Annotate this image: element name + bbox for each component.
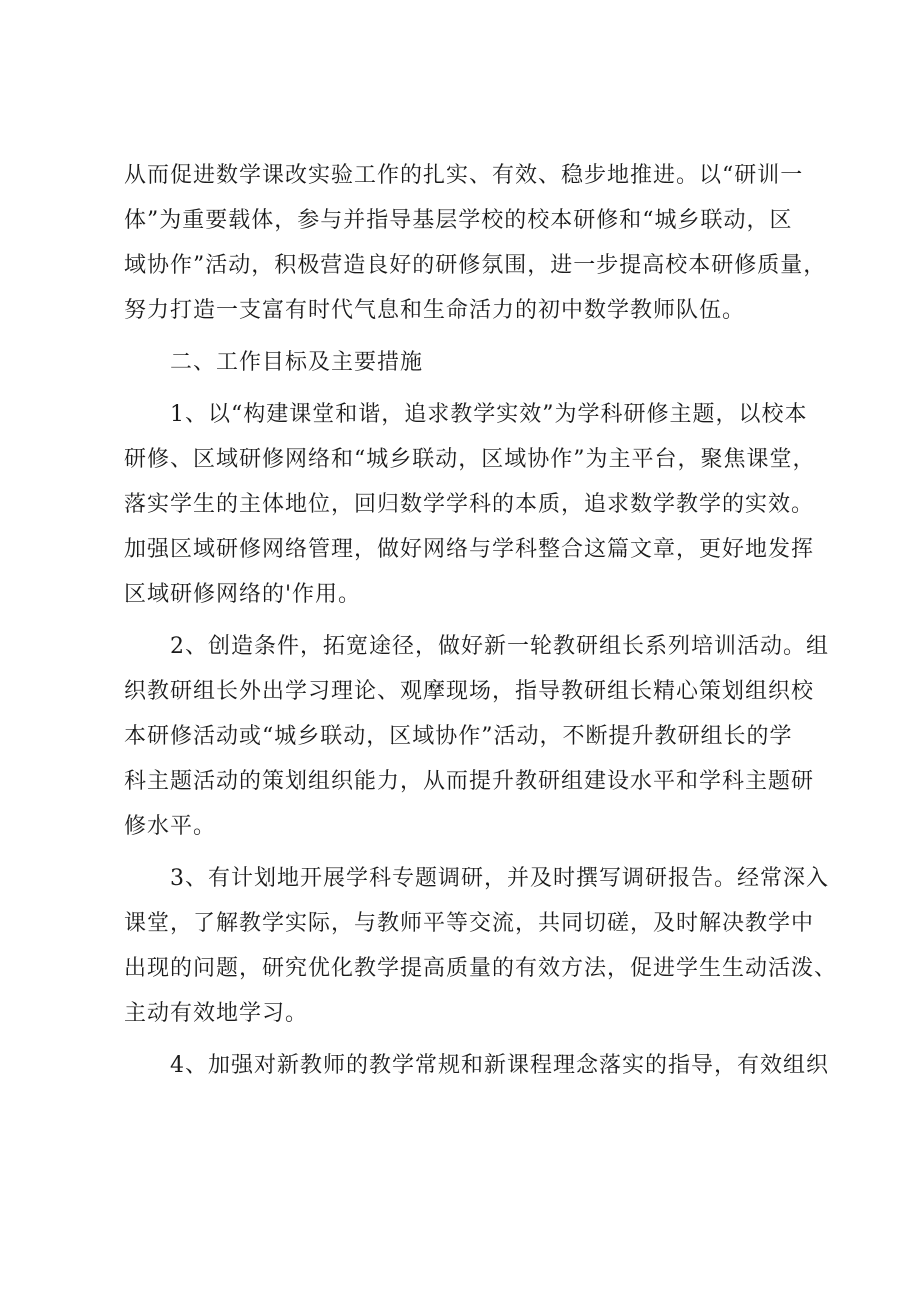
text-line: 4、加强对新教师的教学常规和新课程理念落实的指导，有效组织: [170, 1053, 829, 1078]
text-line: 研修、区域研修网络和“城乡联动，区域协作”为主平台，聚焦课堂，: [124, 447, 816, 472]
text-line: 织教研组长外出学习理论、观摩现场，指导教研组长精心策划组织校: [124, 679, 815, 704]
paragraph-intro: [124, 153, 844, 333]
paragraph-item-2: [124, 624, 844, 849]
text-line: 努力打造一支富有时代气息和生命活力的初中数学教师队伍。: [124, 298, 746, 323]
text-line: 从而促进数学课改实验工作的扎实、有效、稳步地推进。以“研训一: [124, 163, 804, 188]
text-line: 3、有计划地开展学科专题调研，并及时撰写调研报告。经常深入: [170, 866, 829, 891]
text-line: 域协作”活动，积极营造良好的研修氛围，进一步提高校本研修质量，: [124, 253, 827, 278]
text-line: 2、创造条件，拓宽途径，做好新一轮教研组长系列培训活动。组: [170, 634, 829, 659]
text-line: 落实学生的主体地位，回归数学学科的本质，追求数学教学的实效。: [124, 492, 815, 517]
text-line: 体”为重要载体，参与并指导基层学校的校本研修和“城乡联动，区: [124, 208, 793, 233]
heading-line: 二、工作目标及主要措施: [170, 350, 424, 375]
text-line: 1、以“构建课堂和谐，追求教学实效”为学科研修主题，以校本: [170, 402, 808, 427]
paragraph-item-4: [124, 1043, 844, 1088]
paragraph-item-3: [124, 856, 844, 1036]
text-line: 主动有效地学习。: [124, 1001, 309, 1026]
text-line: 科主题活动的策划组织能力，从而提升教研组建设水平和学科主题研: [124, 769, 815, 794]
text-line: 修水平。: [124, 814, 217, 839]
section-heading: [124, 340, 844, 385]
text-line: 本研修活动或“城乡联动，区域协作”活动，不断提升教研组长的学: [124, 724, 793, 749]
text-line: 课堂，了解教学实际，与教师平等交流，共同切磋，及时解决教学中: [124, 911, 815, 936]
paragraph-item-1: [124, 392, 844, 617]
text-line: 出现的问题，研究优化教学提高质量的有效方法，促进学生生动活泼、: [124, 956, 838, 981]
text-line: 区域研修网络的'作用。: [124, 582, 362, 607]
document-body: [124, 153, 844, 1088]
text-line: 加强区域研修网络管理，做好网络与学科整合这篇文章，更好地发挥: [124, 537, 815, 562]
